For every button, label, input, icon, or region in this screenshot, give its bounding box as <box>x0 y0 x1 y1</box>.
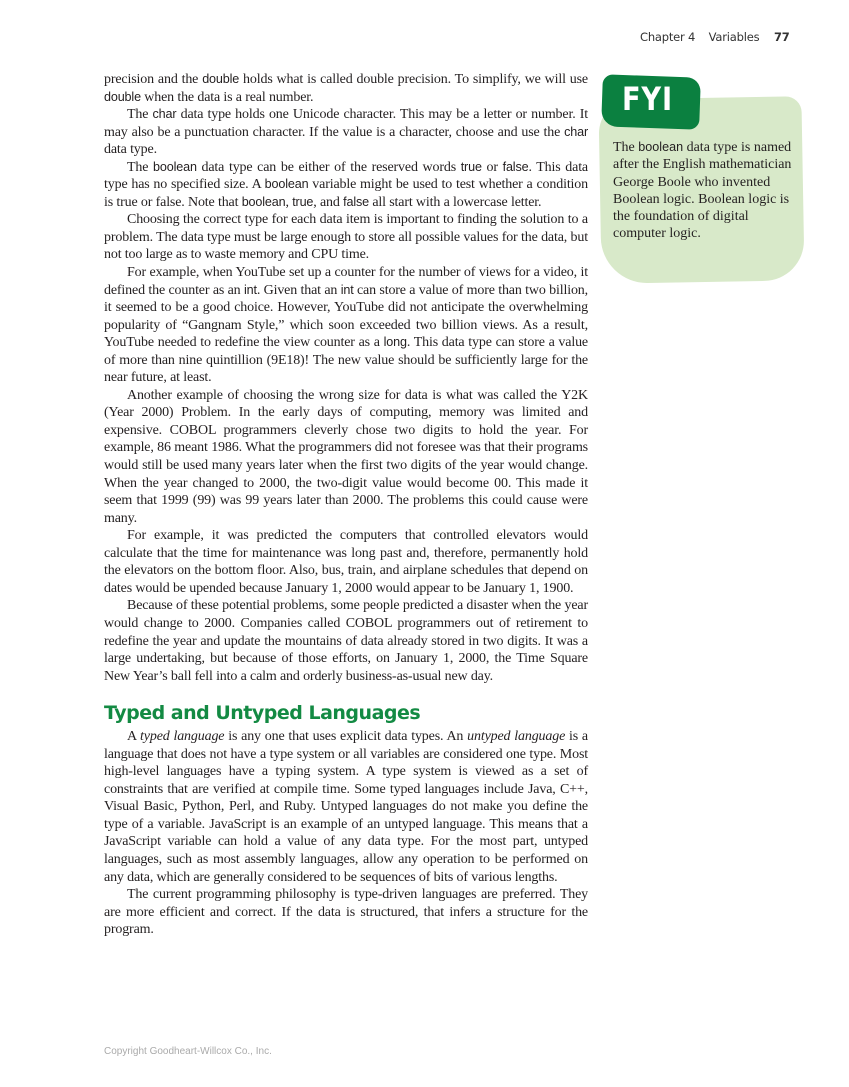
code-term: char <box>564 124 588 139</box>
text-run: or <box>481 159 503 175</box>
text-run: data type holds one Unicode character. This may be a letter or number. It may also be a punctuation character. If the value is a character, choose and use the <box>104 107 588 140</box>
italic-term: untyped language <box>467 729 566 745</box>
text-run: data type. <box>104 142 157 158</box>
paragraph <box>104 597 588 685</box>
paragraph <box>104 211 588 264</box>
code-term: boolean <box>638 140 684 154</box>
code-term: boolean <box>264 177 309 192</box>
code-term: int <box>340 282 354 297</box>
code-term: char <box>152 107 177 122</box>
code-term: false <box>502 159 529 174</box>
paragraph <box>104 886 588 939</box>
text-run: The current programming philosophy is type-driven languages are preferred. They are more efficient and correct. If the data is structured, that infers a structure for the program. <box>104 887 588 938</box>
paragraph <box>104 387 588 527</box>
text-run: holds what is called double precision. To simplify, we will use <box>239 72 588 87</box>
text-run: can store a value of more than two billion, it seemed to be a good choice. However, YouTube did not anticipate the overwhelming popularity of “Gangnam Style,” which soon exceeded two billion views. As a result, YouTube needed to redefine the view counter as a <box>104 282 588 351</box>
text-run: when the data is a real number. <box>140 89 314 105</box>
text-run: For example, it was predicted the computers that controlled elevators would calculate that the time for maintenance was long past and, therefore, permanently hold the elevators on the bottom floor. Also, bus, train, and airplane schedules that depend on dates would be upended because January 1, 2000 would appear to be January 1, 1900. <box>104 528 588 596</box>
italic-term: typed language <box>140 729 225 745</box>
text-run: precision and the <box>104 72 203 87</box>
section-intro <box>104 71 588 685</box>
paragraph <box>104 264 588 387</box>
text-run: , <box>285 194 293 210</box>
fyi-text <box>613 139 793 243</box>
text-run: A <box>127 729 141 745</box>
code-term: boolean <box>241 194 286 209</box>
text-run: variable might be used to test whether a condition is true or false. Note that <box>104 177 588 210</box>
running-header <box>640 30 790 44</box>
text-run: is a language that does not have a type system or all variables are considered one type. Most high-level languages have a typing system. A type system is viewed as a set of constraints that are verified at compile time. Some typed languages include Java, C++, Visual Basic, Python, Perl, and Ruby. Untyped languages do not make you define the type of a variable. JavaScript is an example of an untyped language. This means that a JavaScript variable can hold a value of any data type. For the most part, untyped languages, such as most assembly languages, allow any operation to be performed on any data, which are generally considered to be sequences of bits of various lengths. <box>104 729 588 885</box>
text-run: , and <box>313 194 344 210</box>
code-term: double <box>104 89 141 104</box>
text-run: all start with a lowercase letter. <box>368 194 542 210</box>
text-run: is any one that uses explicit data types. An <box>224 729 468 745</box>
chapter-title: Variables <box>708 30 760 44</box>
code-term: boolean <box>153 159 197 174</box>
code-term: true <box>460 159 482 174</box>
code-term: true <box>292 194 314 209</box>
text-run: . This data type has no specified size. A <box>104 159 588 193</box>
chapter-number: Chapter 4 <box>640 30 696 44</box>
text-run: . Given that an <box>256 282 341 298</box>
text-run: Choosing the correct type for each data item is important to finding the solution to a problem. The data type must be large enough to store all possible values for the data, but not too large as to waste memory and CPU time. <box>104 212 588 263</box>
code-term: int <box>243 282 257 297</box>
text-run: Because of these potential problems, some people predicted a disaster when the year would change to 2000. Companies called COBOL programmers out of retirement to redefine the year and update the mountains of data already stored in two digits. It was a large undertaking, but because of those efforts, on January 1, 2000, the Time Square New Year’s ball fell into a calm and orderly business-as-usual new day. <box>104 598 588 684</box>
text-run: data type is named after the English mathematician George Boole who invented Boolean logic. Boolean logic is the foundation of digital computer logic. <box>613 140 792 242</box>
text-run: data type can be either of the reserved words <box>196 159 461 175</box>
paragraph <box>104 527 588 597</box>
section-heading: Typed and Untyped Languages <box>104 702 421 725</box>
code-term: long <box>383 335 407 350</box>
text-run: The <box>127 159 154 175</box>
code-term: double <box>202 72 240 86</box>
paragraph <box>104 159 588 212</box>
code-term: false <box>343 194 369 209</box>
paragraph <box>104 728 588 886</box>
paragraph <box>104 106 588 159</box>
copyright-footer: Copyright Goodheart-Willcox Co., Inc. <box>104 1046 272 1057</box>
text-run: The <box>127 107 153 123</box>
body-text <box>104 71 588 939</box>
fyi-label: FYI <box>622 80 673 118</box>
text-run: Another example of choosing the wrong size for data is what was called the Y2K (Year 2000) Problem. In the early days of computing, memory was limited and expensive. COBOL programmers cleverly chose two digits to hold the year. For example, 86 meant 1986. What the programmers did not foresee was that their programs would still be used many years later when the first two digits of the year would change. When the year changed to 2000, the two-digit value would become 00. This made it seem that 1999 (99) was 99 years later than 2000. The problems this could cause were many. <box>104 387 588 526</box>
text-run: For example, when YouTube set up a counter for the number of views for a video, it defined the counter as an <box>104 265 588 298</box>
page-number: 77 <box>774 30 790 44</box>
paragraph <box>104 71 588 106</box>
text-run: The <box>613 140 639 155</box>
text-run: . This data type can store a value of more than nine quintillion (9E18)! The new value should be sufficiently large for the near future, at least. <box>104 335 588 386</box>
section-typed-languages <box>104 728 588 939</box>
